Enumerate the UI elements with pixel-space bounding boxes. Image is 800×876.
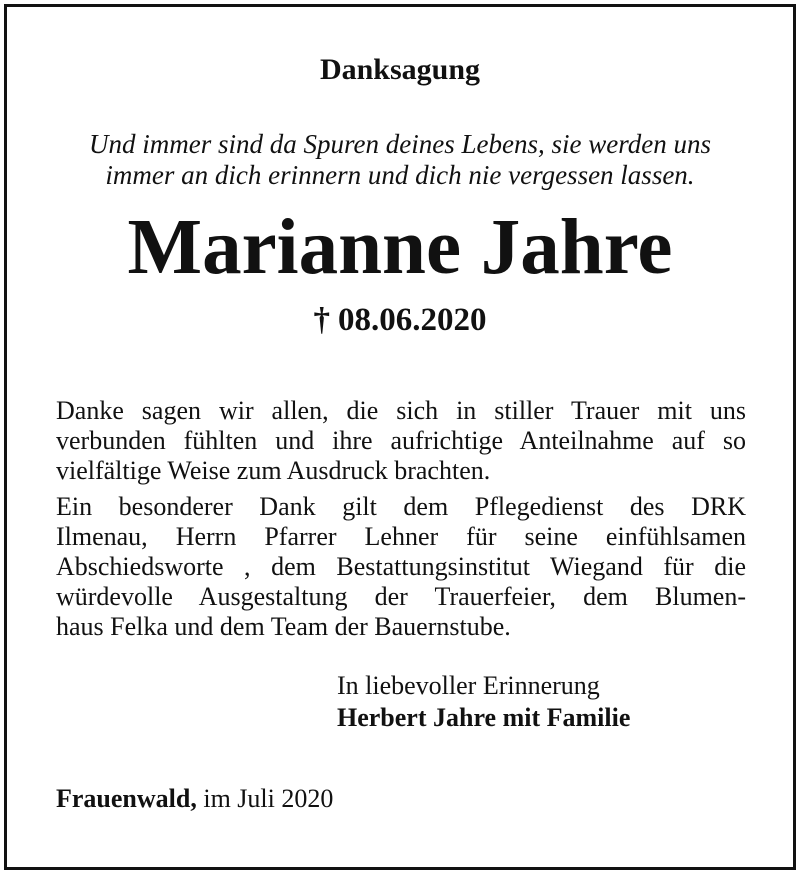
dagger-icon: †: [313, 302, 330, 338]
place-town: Frauenwald,: [56, 784, 197, 813]
signoff-line: In liebevoller Erinnerung: [337, 671, 600, 700]
paragraph-line: Ilmenau, Herrn Pfarrer Lehner für seine einfühlsamen: [56, 522, 746, 551]
paragraph-line: Danke sagen wir allen, die sich in stiller Trauer mit uns: [56, 396, 746, 425]
paragraph-line: würdevolle Ausgestaltung der Trauerfeier, dem Blumen-: [56, 582, 746, 611]
quote-line: immer an dich erinnern und dich nie vergessen lassen.: [105, 160, 695, 190]
place-date: im Juli 2020: [203, 784, 334, 813]
memorial-quote: [0, 129, 800, 191]
thanks-paragraph: [56, 396, 746, 486]
special-thanks-paragraph: [56, 492, 746, 642]
paragraph-line: vielfältige Weise zum Ausdruck brachten.: [56, 456, 491, 485]
paragraph-line: Ein besonderer Dank gilt dem Pflegedienst des DRK: [56, 492, 746, 521]
notice-heading: Danksagung: [319, 53, 481, 86]
signoff-family: Herbert Jahre mit Familie: [337, 703, 631, 732]
deceased-name: Marianne Jahre: [127, 204, 673, 291]
quote-line: Und immer sind da Spuren deines Lebens, sie werden uns: [89, 129, 711, 159]
death-date: 08.06.2020: [338, 302, 487, 338]
place-and-date: [56, 783, 333, 815]
signoff: [337, 670, 630, 734]
death-date-line: [0, 300, 800, 340]
paragraph-line: Abschiedsworte , dem Bestattungsinstitut Wiegand für die: [56, 552, 746, 581]
paragraph-line: haus Felka und dem Team der Bauernstube.: [56, 612, 511, 641]
paragraph-line: verbunden fühlten und ihre aufrichtige Anteilnahme auf so: [56, 426, 746, 455]
